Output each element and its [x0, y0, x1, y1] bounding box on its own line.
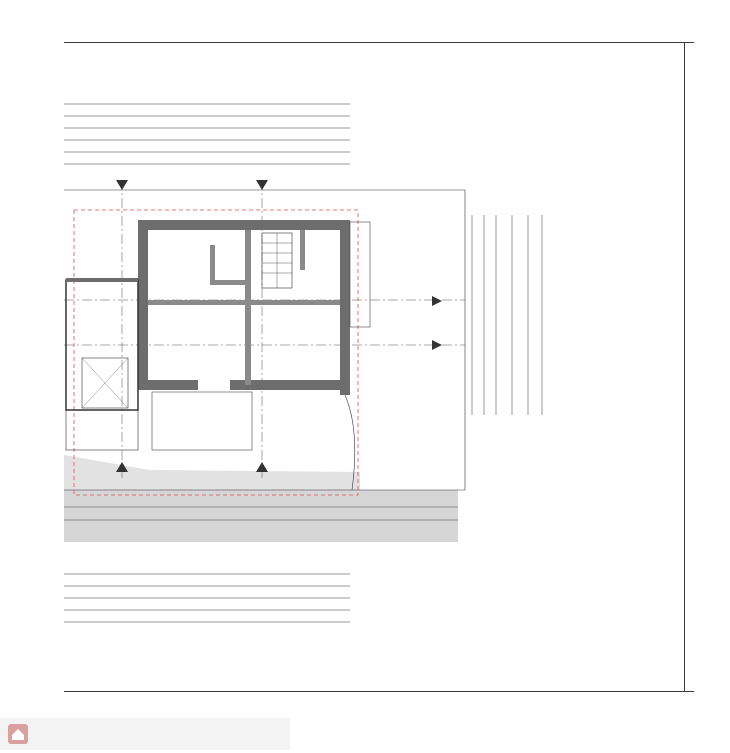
terrace [152, 392, 252, 450]
driveway [64, 455, 360, 490]
dimension-lines-right [472, 215, 542, 415]
room-legend [553, 56, 683, 65]
street-band [64, 490, 458, 542]
house-logo-icon [8, 724, 28, 744]
staircase [262, 233, 292, 288]
dimension-lines-bottom [64, 574, 350, 622]
dimension-lines-top [64, 104, 350, 164]
garage [66, 278, 138, 450]
building-line [74, 210, 358, 495]
watermark-banner [0, 718, 290, 750]
house-walls [138, 220, 350, 395]
side-landing [350, 222, 370, 327]
